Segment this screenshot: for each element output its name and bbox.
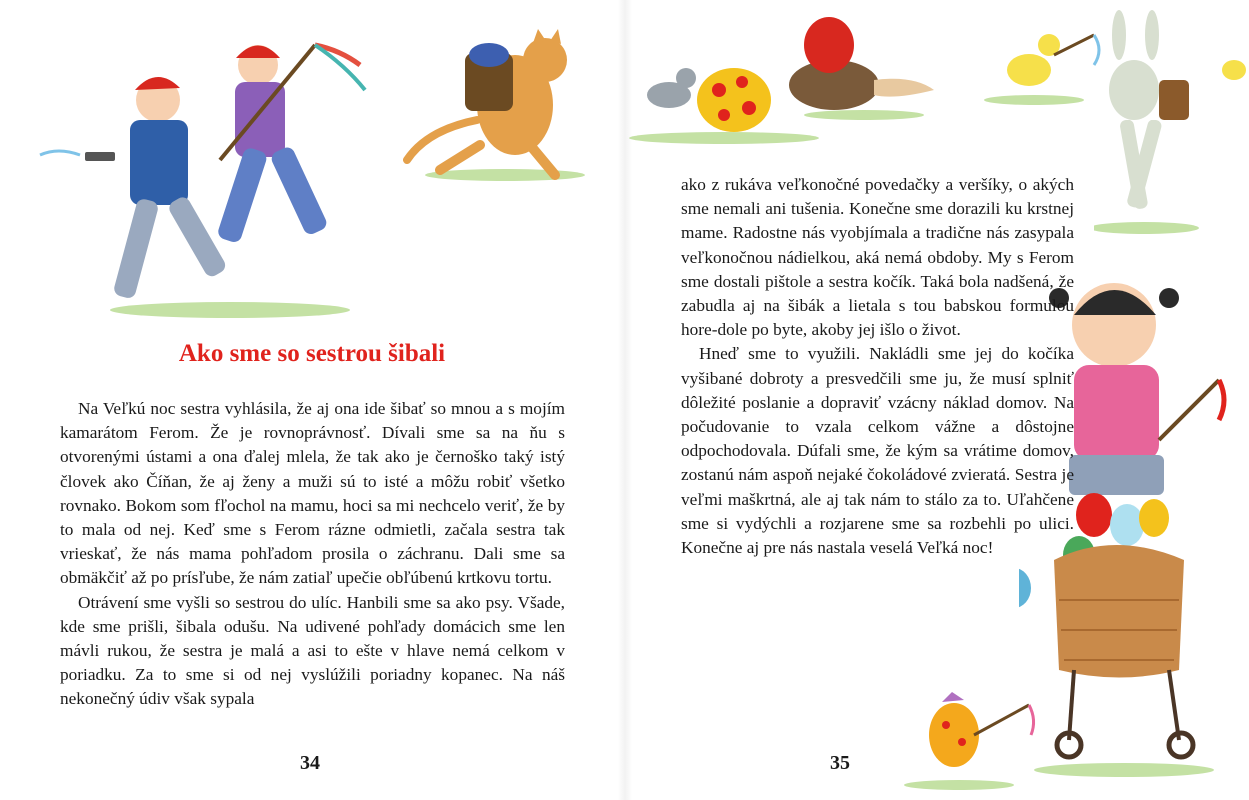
paragraph: ako z rukáva veľkonočné povedačky a veršíky, o akých sme nemali ani tušenia. Konečne sme dorazili ku krstnej mame. Radostne nás vyobjímala a tradične nás zasypala veľkonočnou nádielkou, aká nemá obdoby. My s Ferom sme dostali pištole a sestra kočík. Taká bola nadšená, že zabudla aj na šibák a lietala s tou babskou formulou hore-dole po byte, akoby jej išlo o život. [681,175,1074,340]
paragraph: Otrávení sme vyšli so sestrou do ulíc. Hanbili sme sa ako psy. Všade, kde sme prišli, šibala odušu. Na udivené pohľady domácich sme len mávli rukou, že sestra je malá a asi to ešte v hlave nemá celkom v poriadku. Za to sme si od nej vyslúžili poriadny kopanec. Na náš nekonečný údiv však sypala [60,592,565,709]
left-page-text [60,397,565,712]
rabbit-legs-illustration [1094,120,1214,240]
story-title: Ako sme so sestrou šibali [178,340,446,367]
page-number-left: 34 [300,752,320,774]
paragraph: Na Veľkú noc sestra vyhlásila, že aj ona ide šibať so mnou a s mojím kamarátom Ferom. Že je rovnoprávnosť. Dívali sme sa na ňu s otvorenými ústami a ona ďalej mlela, že tak ako je černoško taký istý človek ako Číňan, že aj ženy a muži sú to isté a môžu robiť všetko rovnako. Bokom som fľochol na mamu, hoci sa mi nechcelo veriť, že by to mala od nej. Keď sme s Ferom rázne odmietli, začala sestra tak vrieskať, že nás mama pohľadom prosila o záchranu. Dali sme sa obmäkčiť až po prísľube, že nám zatiaľ upečie obľúbenú krtkovu tortu. [60,399,565,588]
paragraph: Hneď sme to využili. Nakládli sme jej do kočíka vyšibané dobroty a presvedčili sme ju, že musí splniť dôležité poslanie a dopraviť vzácny náklad domov. Na počudovanie to vzala celkom vážne a dôstojne odpochodovala. Dúfali sme, že kým sa vrátime domov, zostanú nám aspoň nejaké čokoládové zvieratá. Sestra je veľmi maškrtná, ale aj tak nám to stálo za to. Uľahčene sme si vydýchli a rozjarene sme sa rozbehli po ulici. Konečne aj pre nás nastala veselá Veľká noc! [681,344,1074,558]
boys-running-illustration [30,20,390,320]
right-page [624,0,1249,800]
page-number-right: 35 [830,752,850,774]
cat-with-basket-illustration [395,25,610,185]
egg-character-illustration [904,680,1054,795]
left-page [0,0,624,800]
right-page-text [681,173,1074,560]
